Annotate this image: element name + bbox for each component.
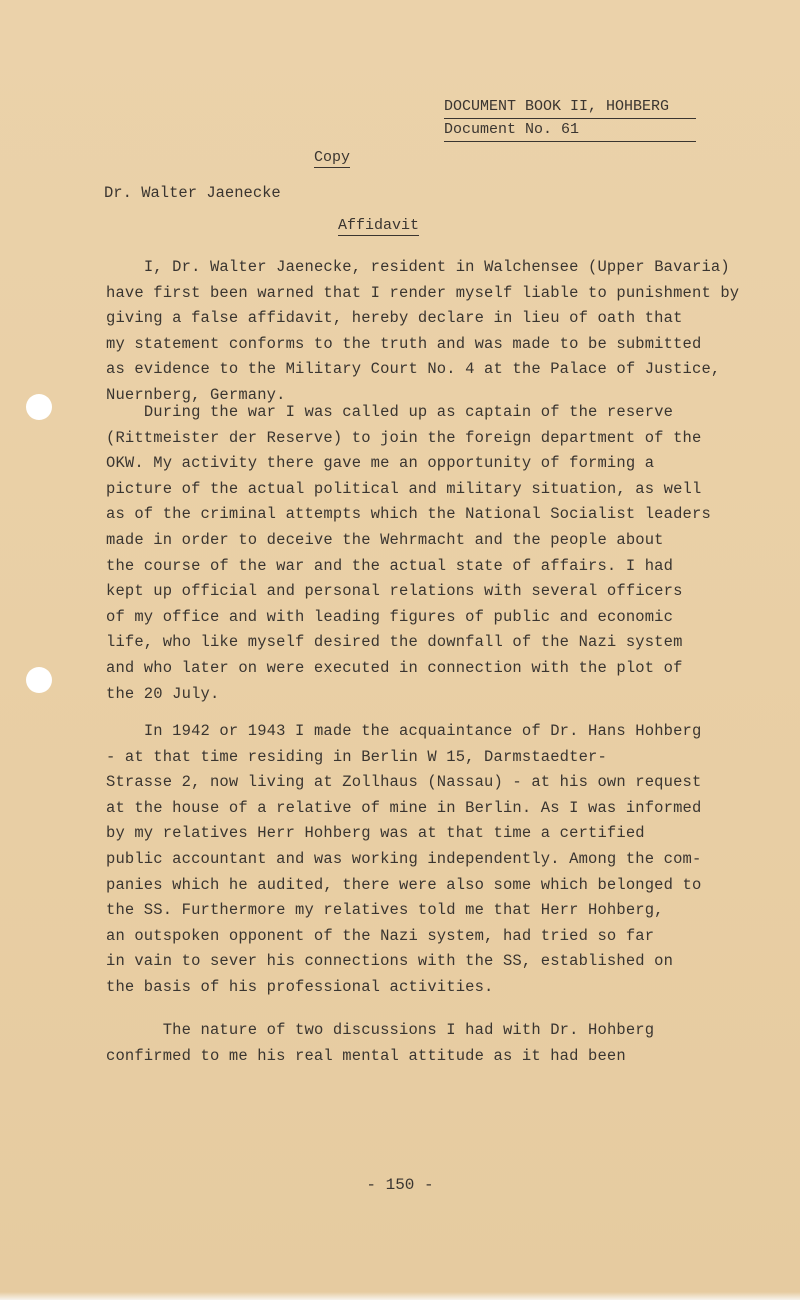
paragraph-discussions: The nature of two discussions I had with Dr. Hohberg confirmed to me his real mental attitude as it had been xyxy=(106,1021,655,1065)
punch-hole xyxy=(26,394,52,420)
paragraph-oath: I, Dr. Walter Jaenecke, resident in Walchensee (Upper Bavaria) have first been warned that I render myself liable to punishment by giving a false affidavit, hereby declare in lieu of oath that my statement conforms to the truth and was made to be submitted as evidence to the Military Court No. 4 at the Palace of Justice, Nuernberg, Germany. xyxy=(106,258,740,404)
copy-heading: Copy xyxy=(314,149,351,166)
torn-bottom-edge xyxy=(0,1292,800,1300)
page-number: - 150 - xyxy=(366,1176,434,1194)
paragraph-acquaintance: In 1942 or 1943 I made the acquaintance of Dr. Hans Hohberg - at that time residing in Berlin W 15, Darmstaedter- Strasse 2, now living at Zollhaus (Nassau) - at his own request at the house of a relative of mine in Berlin. As I was informed by my relatives Herr Hohberg was at that time a certified public accountant and was working independently. Among the com- panies which he audited, there were also some which belonged to the SS. Furthermore my relatives told me that Herr Hohberg, an outspoken opponent of the Nazi system, had tried so far in vain to sever his connections with the SS, established on the basis of his professional activities. xyxy=(106,722,702,996)
affiant-name: Dr. Walter Jaenecke xyxy=(104,184,281,202)
affidavit-heading: Affidavit xyxy=(338,217,420,234)
document-book-label: DOCUMENT BOOK II, HOHBERG xyxy=(444,96,696,119)
document-header xyxy=(444,96,696,142)
document-number-label: Document No. 61 xyxy=(444,119,696,142)
punch-hole xyxy=(26,667,52,693)
paragraph-war-service: During the war I was called up as captain of the reserve (Rittmeister der Reserve) to join the foreign department of the OKW. My activity there gave me an opportunity of forming a picture of the actual political and military situation, as well as of the criminal attempts which the National Socialist leaders made in order to deceive the Wehrmacht and the people about the course of the war and the actual state of affairs. I had kept up official and personal relations with several officers of my office and with leading figures of public and economic life, who like myself desired the downfall of the Nazi system and who later on were executed in connection with the plot of the 20 July. xyxy=(106,403,711,703)
